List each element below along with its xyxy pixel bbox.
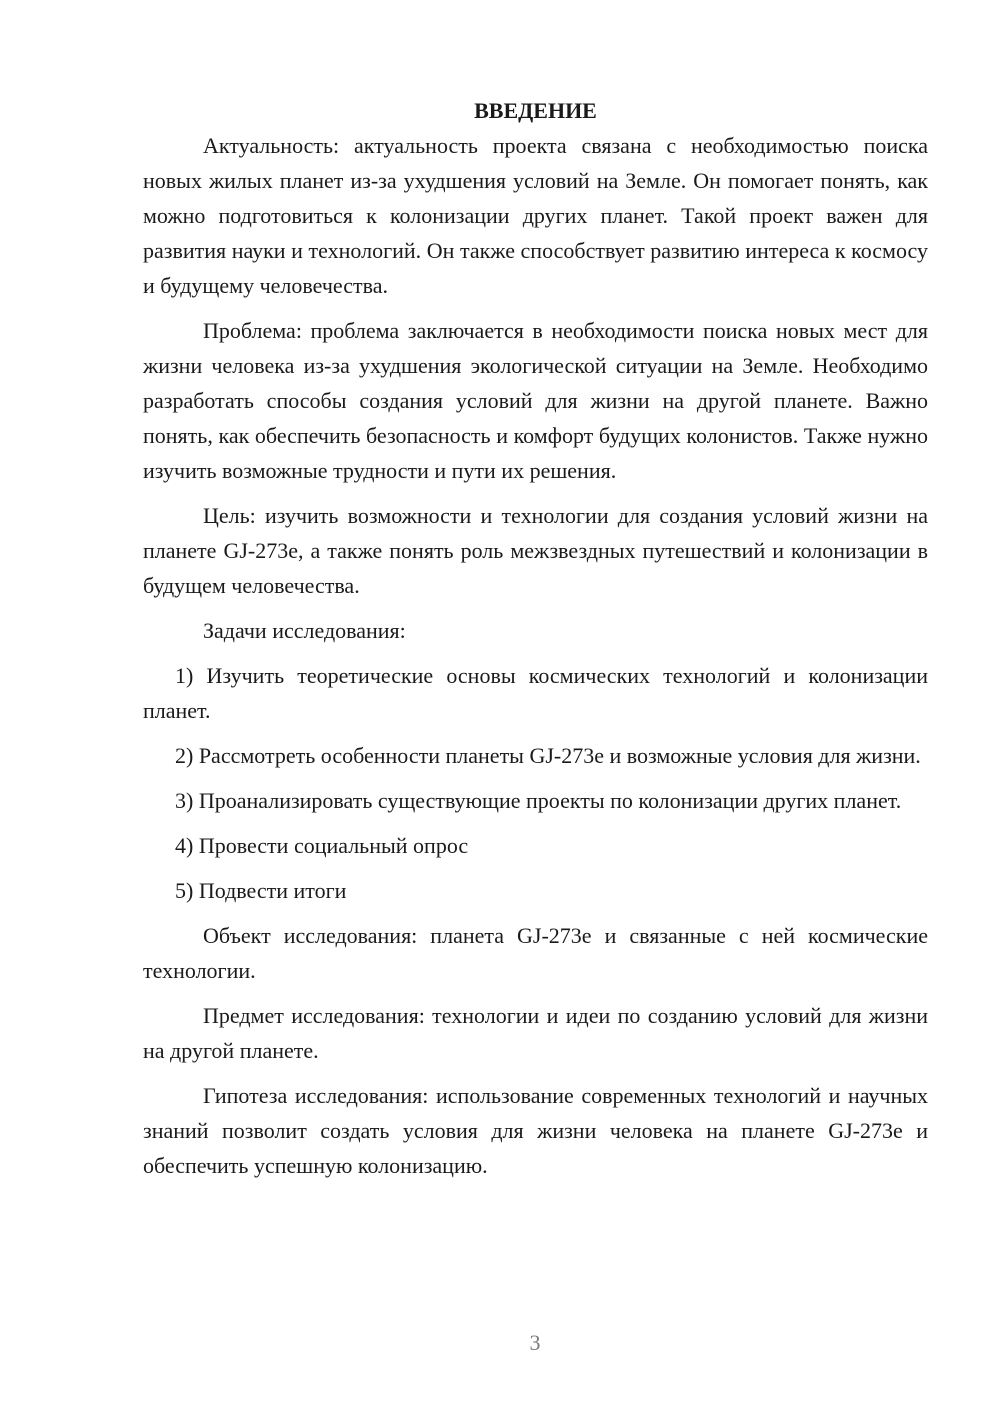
paragraph-subject: Предмет исследования: технологии и идеи по созданию условий для жизни на другой планете. bbox=[143, 1003, 928, 1063]
list-item: 3) Проанализировать существующие проекты по колонизации других планет. bbox=[175, 788, 902, 813]
list-item: 2) Рассмотреть особенности планеты GJ-273e и возможные условия для жизни. bbox=[175, 743, 921, 768]
paragraph-problem: Проблема: проблема заключается в необходимости поиска новых мест для жизни человека из-за ухудшения экологической ситуации на Земле. Необходимо разработать способы создания условий для жизни на другой планете. Важно понять, как обеспечить безопасность и комфорт будущих колонистов. Также нужно изучить возможные трудности и пути их решения. bbox=[143, 318, 928, 483]
list-item: 5) Подвести итоги bbox=[175, 878, 347, 903]
page-title: ВВЕДЕНИЕ bbox=[474, 98, 597, 123]
paragraph-goal: Цель: изучить возможности и технологии для создания условий жизни на планете GJ-273e, а также понять роль межзвездных путешествий и колонизации в будущем человечества. bbox=[143, 503, 928, 598]
tasks-list bbox=[143, 658, 928, 908]
page-number: 3 bbox=[529, 1330, 541, 1355]
paragraph-hypothesis: Гипотеза исследования: использование современных технологий и научных знаний позволит создать условия для жизни человека на планете GJ-273e и обеспечить успешную колонизацию. bbox=[143, 1083, 928, 1178]
paragraph-object: Объект исследования: планета GJ-273e и связанные с ней космические технологии. bbox=[143, 923, 928, 983]
list-item: 4) Провести социальный опрос bbox=[175, 833, 469, 858]
list-item: 1) Изучить теоретические основы космических технологий и колонизации планет. bbox=[143, 663, 928, 723]
page-content bbox=[143, 93, 928, 1183]
tasks-heading: Задачи исследования: bbox=[203, 618, 406, 643]
paragraph-relevance: Актуальность: актуальность проекта связана с необходимостью поиска новых жилых планет из-за ухудшения условий на Земле. Он помогает понять, как можно подготовиться к колонизации других планет. Такой проект важен для развития науки и технологий. Он также способствует развитию интереса к космосу и будущему человечества. bbox=[143, 133, 928, 298]
